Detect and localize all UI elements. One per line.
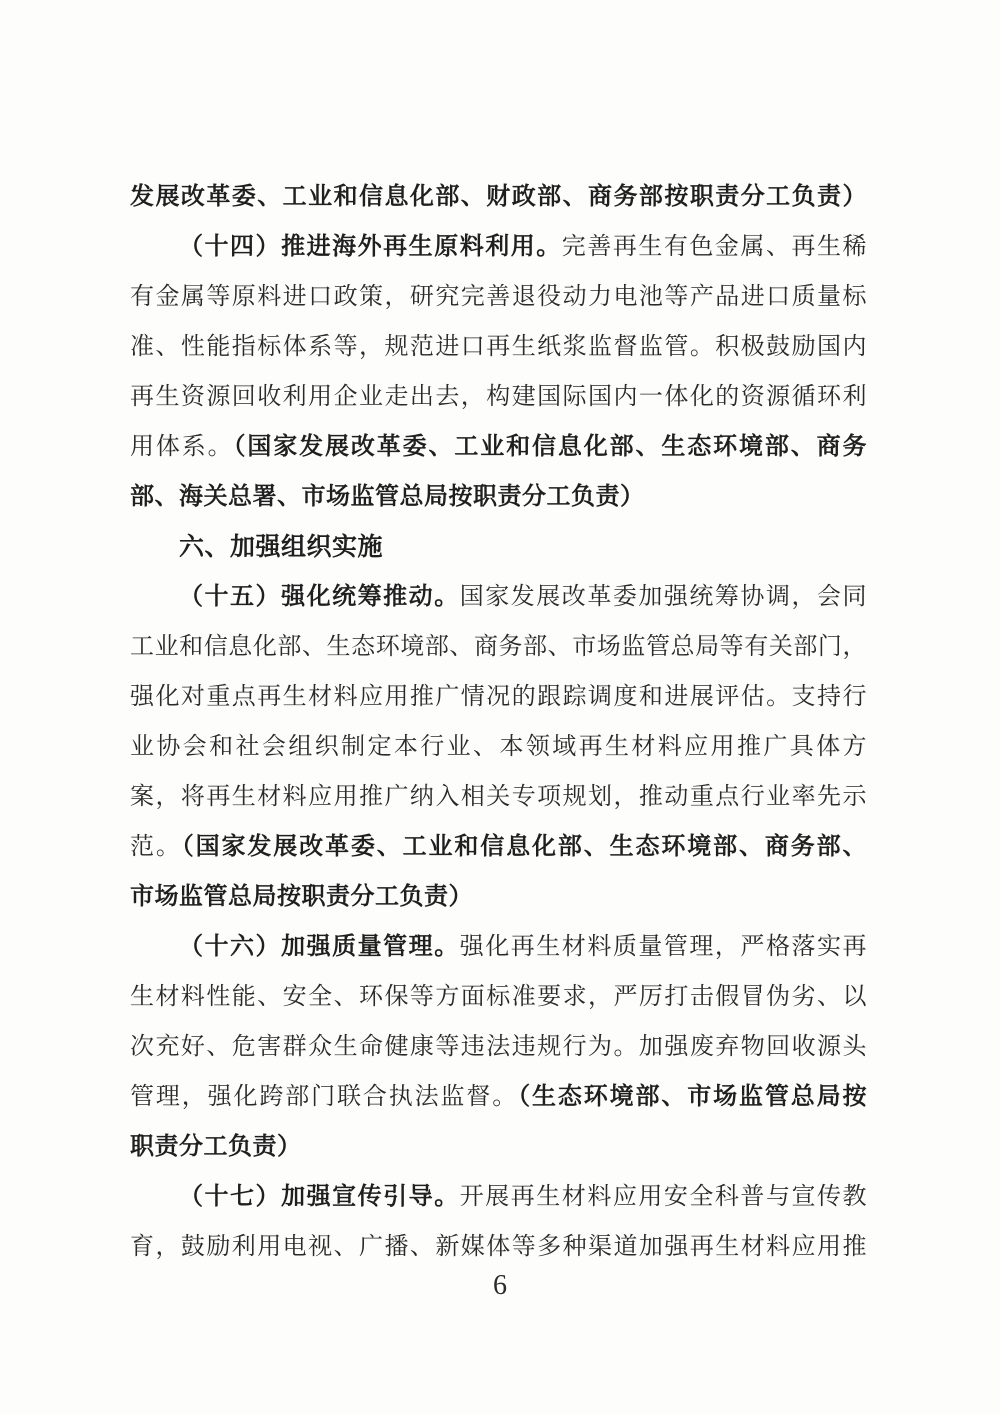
text-line xyxy=(130,972,867,1022)
text-segment: （生态环境部、市场监管总局按 xyxy=(518,1084,867,1110)
text-segment: 用体系。 xyxy=(130,434,234,460)
text-line xyxy=(130,172,867,222)
section-heading xyxy=(130,522,867,572)
text-line xyxy=(130,472,867,522)
text-segment: （国家发展改革委、工业和信息化部、生态环境部、商务 xyxy=(233,434,867,460)
text-segment: 育，鼓励利用电视、广播、新媒体等多种渠道加强再生材料应用推 xyxy=(130,1234,867,1260)
text-segment: （十六）加强质量管理。 xyxy=(179,934,460,960)
text-segment: 发展改革委、工业和信息化部、财政部、商务部按职责分工负责） xyxy=(130,184,867,210)
text-line xyxy=(130,1122,867,1172)
text-line xyxy=(130,872,867,922)
text-segment: 生材料性能、安全、环保等方面标准要求，严厉打击假冒伪劣、以 xyxy=(130,984,867,1010)
text-segment: 案，将再生材料应用推广纳入相关专项规划，推动重点行业率先示 xyxy=(130,784,867,810)
text-segment: 强化再生材料质量管理，严格落实再 xyxy=(459,934,868,960)
document-body xyxy=(130,172,867,1272)
text-line xyxy=(130,1222,867,1272)
text-segment: 有金属等原料进口政策，研究完善退役动力电池等产品进口质量标 xyxy=(130,284,867,310)
text-segment: 六、加强组织实施 xyxy=(179,533,384,561)
text-segment: 业协会和社会组织制定本行业、本领域再生材料应用推广具体方 xyxy=(130,734,867,760)
text-segment: 准、性能指标体系等，规范进口再生纸浆监督监管。积极鼓励国内 xyxy=(130,334,867,360)
text-line xyxy=(130,672,867,722)
text-line xyxy=(130,772,867,822)
text-line xyxy=(130,822,867,872)
text-segment: 国家发展改革委加强统筹协调，会同 xyxy=(459,584,868,610)
text-segment: 范。 xyxy=(130,834,182,860)
text-line xyxy=(130,1172,867,1222)
text-segment: 完善再生有色金属、再生稀 xyxy=(561,234,868,260)
text-segment: 部、海关总署、市场监管总局按职责分工负责） xyxy=(130,484,645,510)
text-segment: 次充好、危害群众生命健康等违法违规行为。加强废弃物回收源头 xyxy=(130,1034,867,1060)
text-line xyxy=(130,922,867,972)
text-segment: 强化对重点再生材料应用推广情况的跟踪调度和进展评估。支持行 xyxy=(130,684,867,710)
text-line xyxy=(130,222,867,272)
text-segment: 市场监管总局按职责分工负责） xyxy=(130,884,473,910)
text-line xyxy=(130,622,867,672)
text-segment: （十五）强化统筹推动。 xyxy=(179,584,460,610)
text-line xyxy=(130,422,867,472)
text-line xyxy=(130,1072,867,1122)
text-segment: 再生资源回收利用企业走出去，构建国际国内一体化的资源循环利 xyxy=(130,384,867,410)
text-segment: 开展再生材料应用安全科普与宣传教 xyxy=(459,1184,868,1210)
text-line xyxy=(130,572,867,622)
text-segment: 职责分工负责） xyxy=(130,1134,302,1160)
text-segment: （十四）推进海外再生原料利用。 xyxy=(179,234,562,260)
text-line xyxy=(130,722,867,772)
text-segment: 管理，强化跨部门联合执法监督。 xyxy=(130,1084,519,1110)
page-number: 6 xyxy=(493,1270,507,1301)
text-segment: （国家发展改革委、工业和信息化部、生态环境部、商务部、 xyxy=(181,834,867,860)
text-line xyxy=(130,322,867,372)
text-segment: 工业和信息化部、生态环境部、商务部、市场监管总局等有关部门， xyxy=(130,634,867,660)
text-line xyxy=(130,272,867,322)
text-line xyxy=(130,1022,867,1072)
text-line xyxy=(130,372,867,422)
text-segment: （十七）加强宣传引导。 xyxy=(179,1184,460,1210)
